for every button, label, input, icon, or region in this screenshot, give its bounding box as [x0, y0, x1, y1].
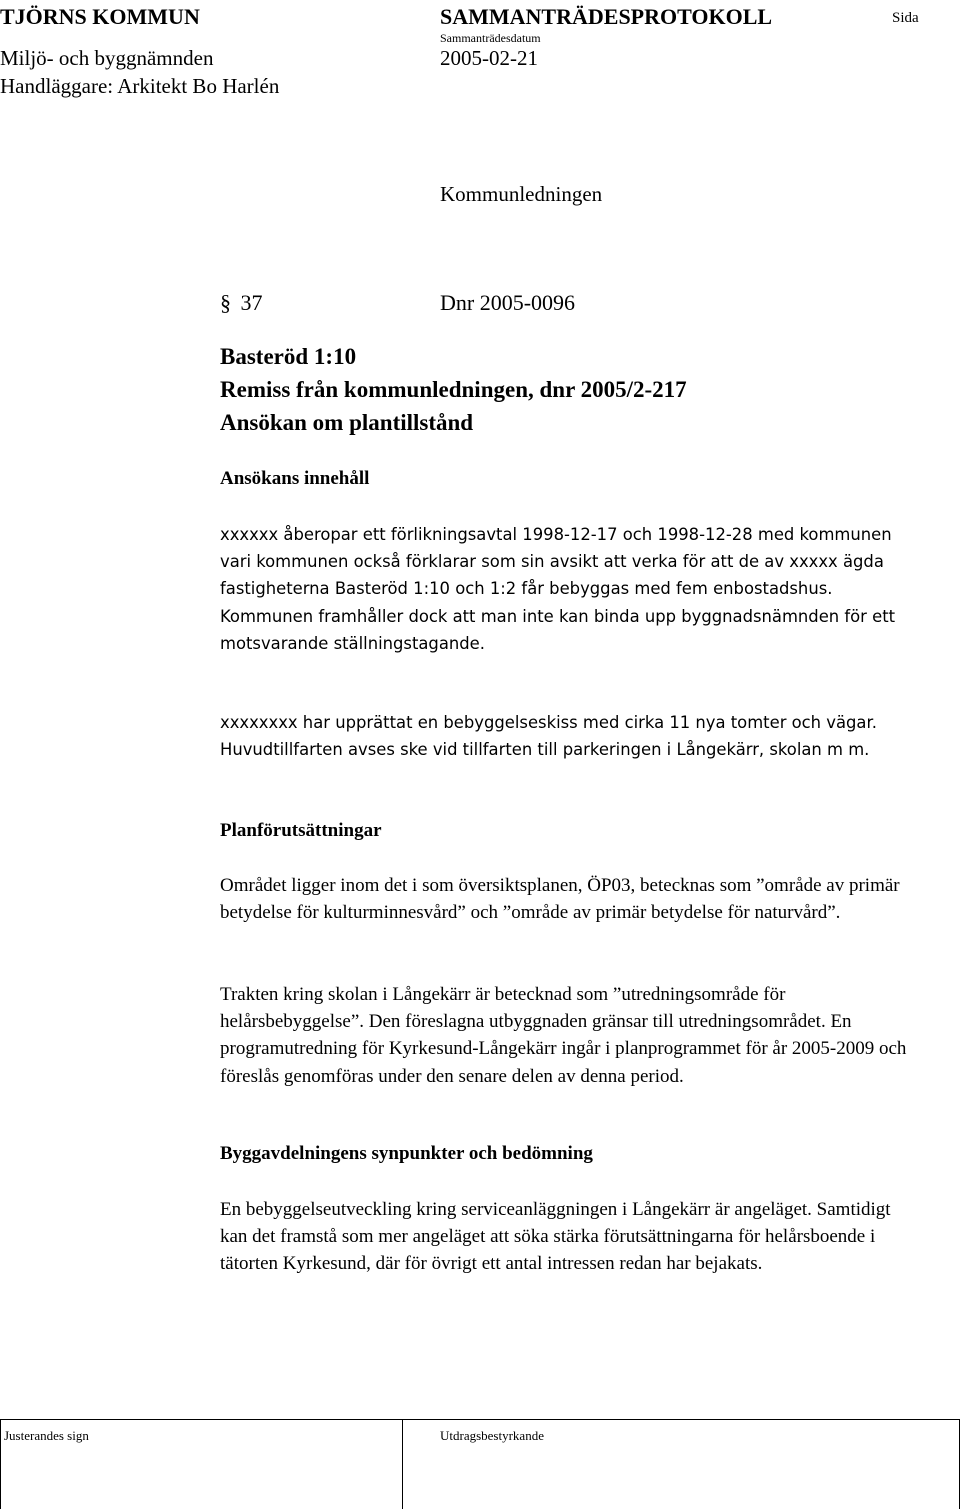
document-type: SAMMANTRÄDESPROTOKOLL [440, 4, 773, 29]
case-title-line-3: Ansökan om plantillstånd [220, 410, 474, 435]
signature-label: Justerandes sign [4, 1428, 89, 1443]
footer-left-rule [0, 1419, 1, 1509]
meeting-date-label: Sammanträdesdatum [440, 31, 541, 45]
recipient: Kommunledningen [440, 182, 603, 206]
handler: Handläggare: Arkitekt Bo Harlén [0, 74, 280, 98]
municipality-name: TJÖRNS KOMMUN [0, 4, 200, 29]
paragraph-number: 37 [240, 290, 263, 315]
board-name: Miljö- och byggnämnden [0, 46, 214, 70]
assessment-paragraph-1: En bebyggelseutveckling kring serviceanläggningen i Långekärr är angeläget. Samtidigt kan det framstå som mer angeläget att söka stärka förutsättningarna för helårsboende i tätorten Kyrkesund, där för övrigt ett antal intressen redan har bejakats. [220, 1199, 891, 1275]
extract-label: Utdragsbestyrkande [440, 1428, 544, 1443]
plan-paragraph-2: Trakten kring skolan i Långekärr är betecknad som ”utredningsområde för helårsbebyggelse”. Den föreslagna utbyggnaden gränsar till utredningsområdet. En programutredning för Kyrkesund-Långekärr ingår i planprogrammet för år 2005-2009 och föreslås genomföras under den senare delen av denna period. [220, 984, 907, 1087]
case-title-line-1: Basteröd 1:10 [220, 344, 357, 369]
case-title-line-2: Remiss från kommunledningen, dnr 2005/2-217 [220, 377, 687, 402]
application-paragraph-1: xxxxxx åberopar ett förlikningsavtal 1998-12-17 och 1998-12-28 med kommunen vari kommunen också förklarar som sin avsikt att verka för att de av xxxxx ägda fastigheterna Basteröd 1:10 och 1:2 får bebyggas med fem enbostadshus. Kommunen framhåller dock att man inte kan binda upp byggnadsnämnden för ett motsvarande ställningstagande. [220, 525, 896, 653]
assessment-heading: Byggavdelningens synpunkter och bedömning [220, 1143, 593, 1164]
footer-middle-rule [402, 1419, 403, 1509]
dnr-number: Dnr 2005-0096 [440, 290, 576, 315]
paragraph-symbol: § [220, 290, 231, 315]
page-label: Sida [892, 10, 919, 26]
application-paragraph-2: xxxxxxxx har upprättat en bebyggelseskiss med cirka 11 nya tomter och vägar. Huvudtillfarten avses ske vid tillfarten till parkeringen i Långekärr, skolan m m. [220, 713, 877, 760]
plan-paragraph-1: Området ligger inom det i som översiktsplanen, ÖP03, betecknas som ”område av primär betydelse för kulturminnesvård” och ”område av primär betydelse för naturvård”. [220, 875, 900, 924]
meeting-date: 2005-02-21 [440, 46, 538, 70]
footer-top-rule [0, 1419, 960, 1420]
application-heading: Ansökans innehåll [220, 468, 370, 489]
plan-heading: Planförutsättningar [220, 820, 382, 841]
paragraph-reference [220, 290, 263, 316]
